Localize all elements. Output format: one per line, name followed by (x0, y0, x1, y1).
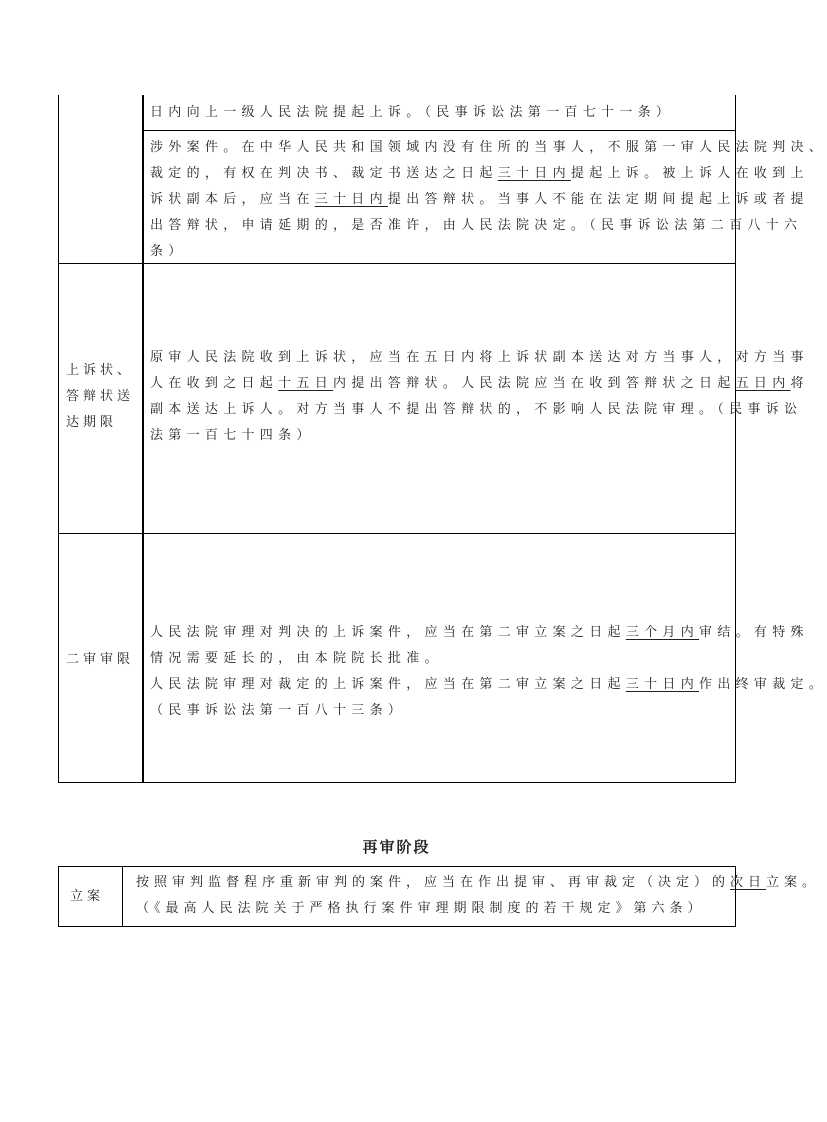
text-segment: 内提出答辩状。人民法院应当在收到答辩状之日起 (333, 376, 736, 391)
text-segment: 条） (150, 244, 187, 259)
table1-col-divider (142, 95, 144, 783)
text-line (136, 870, 820, 896)
underlined-deadline: 三十日内 (314, 192, 388, 207)
row-label-line: 立案 (70, 889, 105, 904)
text-segment: 审结。有特殊 (699, 625, 809, 640)
underlined-deadline: 十五日 (278, 376, 334, 391)
table1-row-4-content (150, 620, 827, 724)
text-segment: 副本送达上诉人。对方当事人不提出答辩状的，不影响人民法院审理。（民事诉讼 (150, 402, 803, 417)
table1-row-divider (143, 130, 736, 131)
section-title: 再审阶段 (362, 838, 431, 856)
table2-row-1-content (136, 870, 820, 922)
table2-left-border (58, 866, 59, 927)
text-segment: 按照审判监督程序重新审判的案件，应当在作出提审、再审裁定（决定）的 (136, 875, 731, 890)
text-line (150, 620, 827, 646)
table1-row-4-label (66, 647, 134, 673)
text-segment: 出答辩状，申请延期的，是否准许，由人民法院决定。（民事诉讼法第二百八十六 (150, 218, 803, 233)
text-segment: 裁定的，有权在判决书、裁定书送达之日起 (150, 166, 498, 181)
row-label-line: 达期限 (66, 415, 118, 430)
row-label-line: 答辩状送 (66, 389, 135, 404)
text-line (150, 397, 809, 423)
text-segment: 人在收到之日起 (150, 376, 279, 391)
table1-row-1-content (150, 100, 674, 126)
table1-row-2-content (150, 135, 827, 265)
text-line (150, 100, 674, 126)
text-segment: （民事诉讼法第一百八十三条） (150, 703, 407, 718)
text-segment: 提起上诉。被上诉人在收到上 (570, 166, 809, 181)
text-line (150, 672, 827, 698)
text-line (150, 135, 827, 161)
underlined-deadline: 三个月内 (625, 625, 700, 640)
text-line (150, 213, 827, 239)
text-segment: 提出答辩状。当事人不能在法定期间提起上诉或者提 (387, 192, 809, 207)
table1-bottom-border (58, 782, 736, 783)
table1-row-3-label (66, 358, 134, 436)
underlined-deadline: 三十日内 (625, 677, 700, 692)
text-line (150, 345, 809, 371)
text-segment: 立案。 (766, 875, 821, 890)
text-line (150, 187, 827, 213)
row-label-line: 上诉状、 (66, 363, 135, 378)
text-segment: 情况需要延长的，由本院院长批准。 (150, 651, 443, 666)
text-segment: 人民法院审理对判决的上诉案件，应当在第二审立案之日起 (150, 625, 626, 640)
table2-bottom-border (58, 926, 736, 927)
underlined-deadline: 五日内 (735, 376, 791, 391)
text-segment: 法第一百七十四条） (150, 428, 315, 443)
table1-left-border (58, 95, 59, 783)
text-segment: 人民法院审理对裁定的上诉案件，应当在第二审立案之日起 (150, 677, 626, 692)
text-segment: （《最高人民法院关于严格执行案件审理期限制度的若干规定》第六条） (136, 901, 706, 916)
text-segment: 诉状副本后，应当在 (150, 192, 315, 207)
text-line (150, 646, 827, 672)
table1-row-divider (58, 533, 736, 534)
text-segment: 原审人民法院收到上诉状，应当在五日内将上诉状副本送达对方当事人，对方当事 (150, 350, 809, 365)
text-line (136, 896, 820, 922)
table2-row-1-label (70, 884, 104, 910)
text-line (150, 371, 809, 397)
table1-row-3-content (150, 345, 809, 449)
underlined-deadline: 次日 (730, 875, 767, 890)
table2-top-border (58, 866, 736, 867)
text-line (150, 698, 827, 724)
text-line (150, 239, 827, 265)
text-segment: 作出终审裁定。 (699, 677, 827, 692)
text-line (150, 161, 827, 187)
text-segment: 将 (790, 376, 809, 391)
table2-col-divider (122, 866, 123, 927)
text-segment: 日内向上一级人民法院提起上诉。（民事诉讼法第一百七十一条） (150, 105, 675, 120)
row-label-line: 二审审限 (66, 652, 135, 667)
text-line (150, 423, 809, 449)
text-segment: 涉外案件。在中华人民共和国领域内没有住所的当事人，不服第一审人民法院判决、 (150, 140, 827, 155)
underlined-deadline: 三十日内 (497, 166, 571, 181)
